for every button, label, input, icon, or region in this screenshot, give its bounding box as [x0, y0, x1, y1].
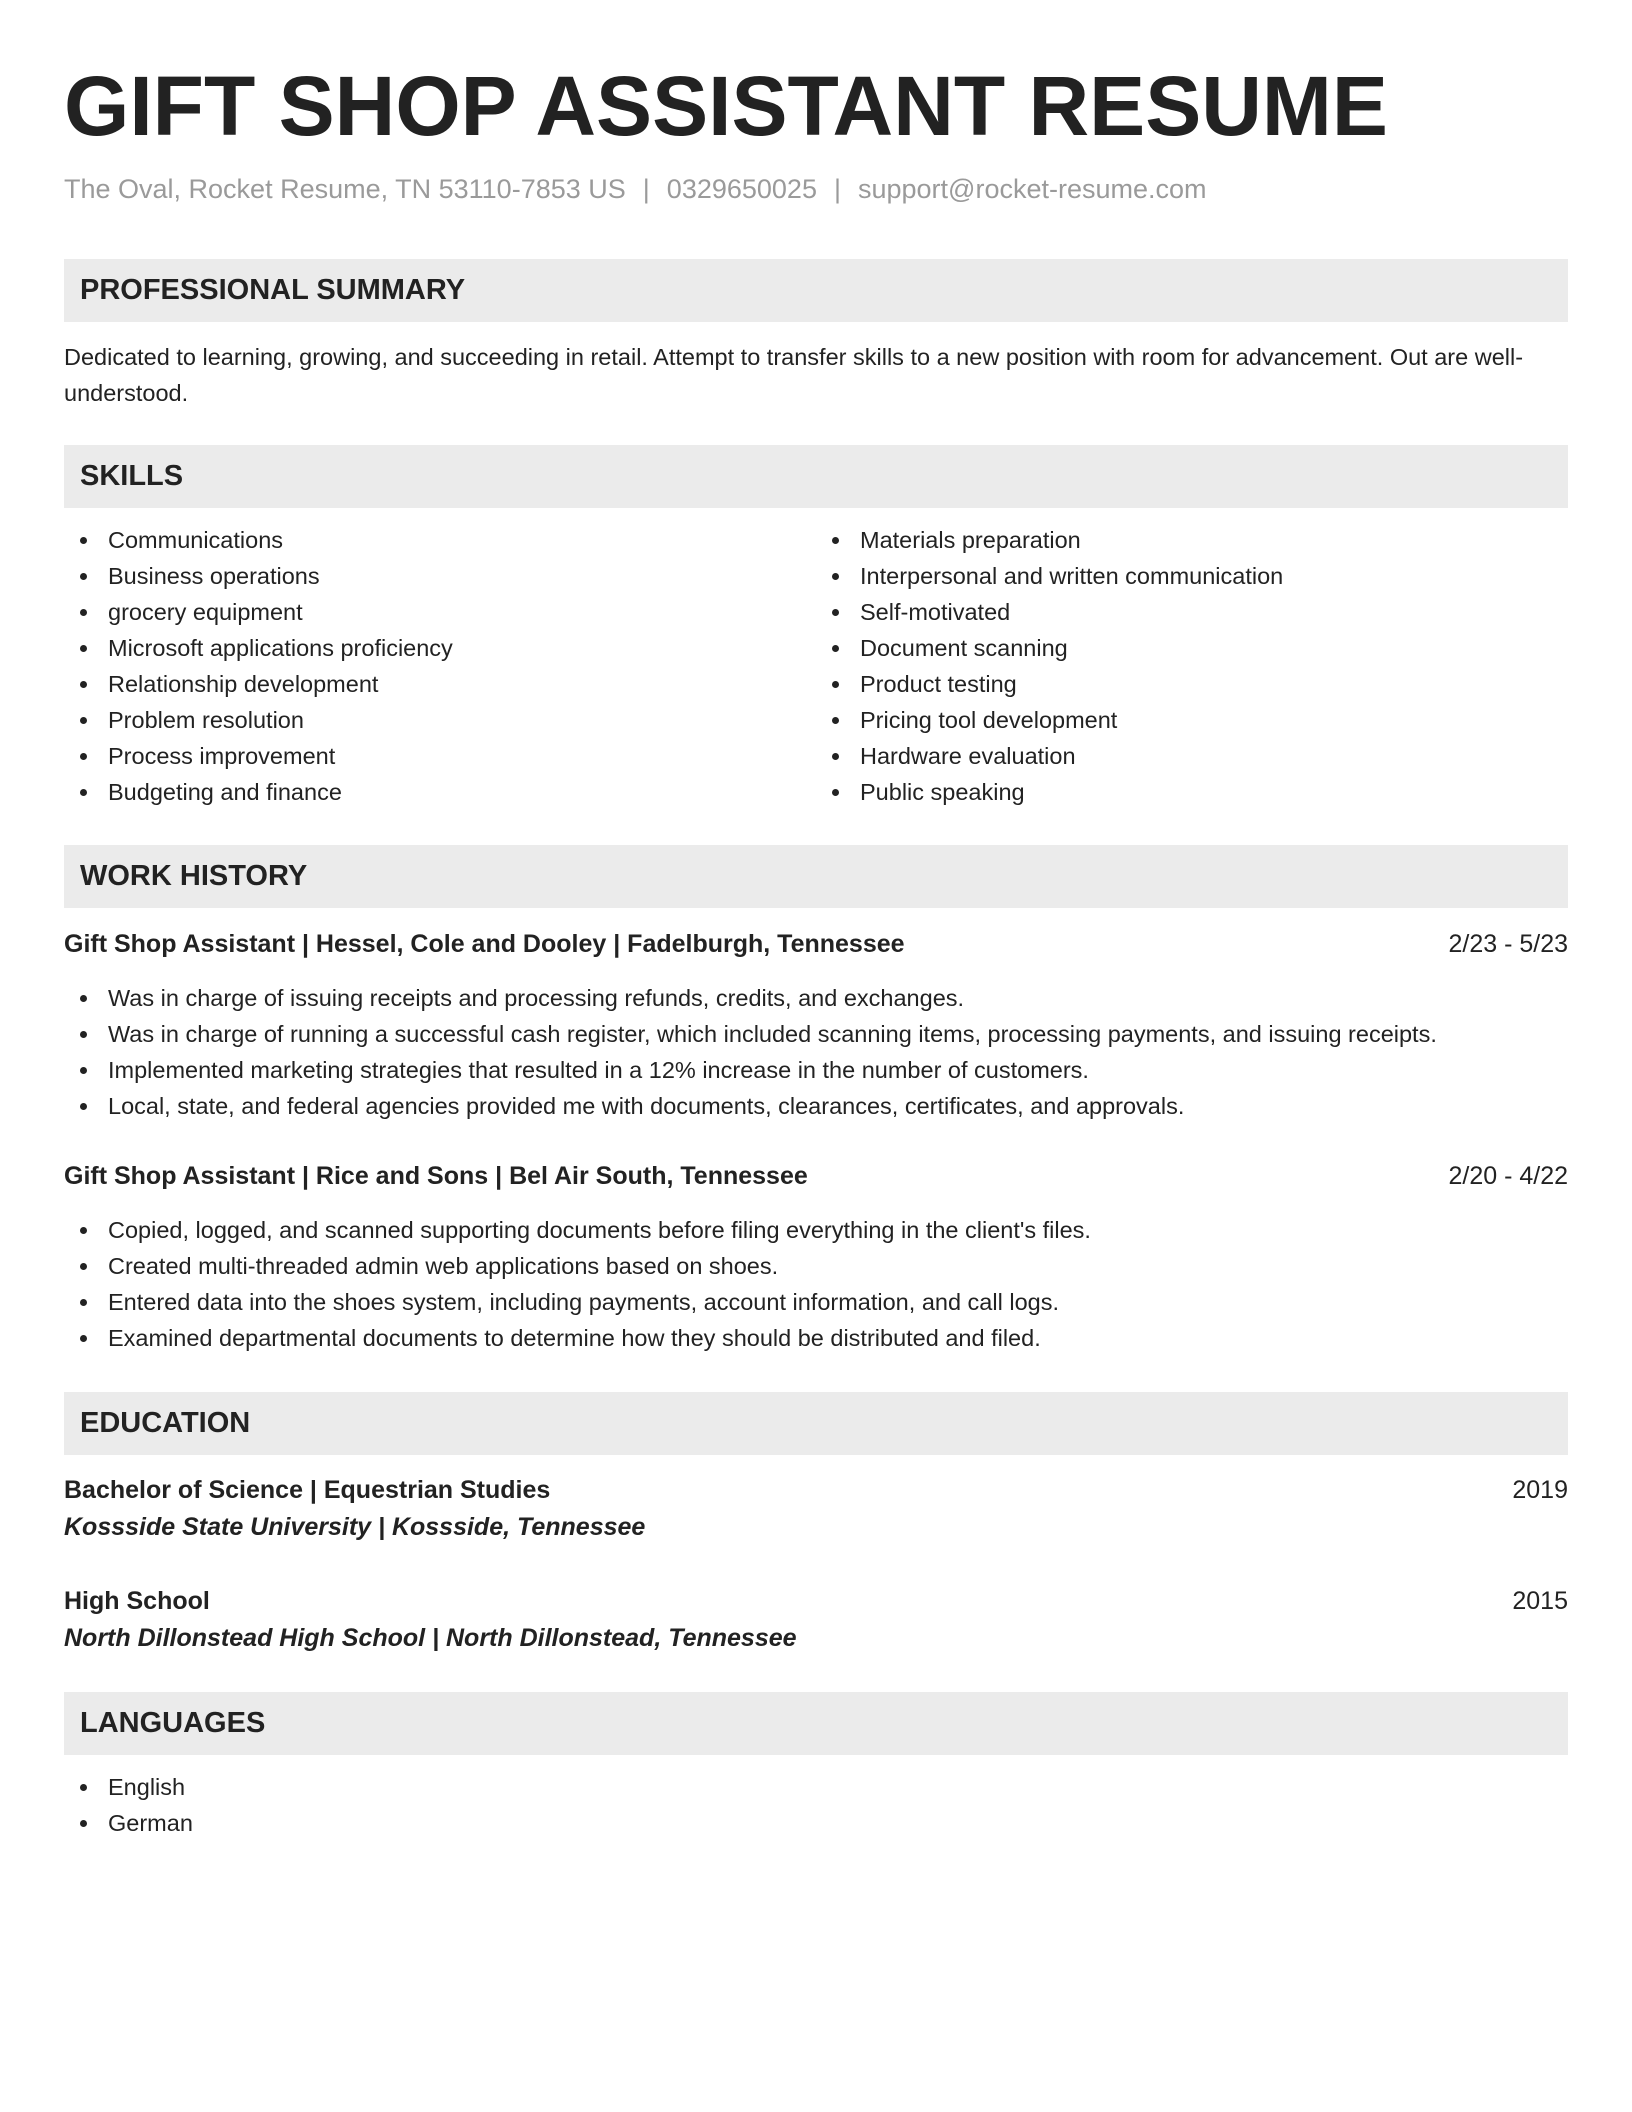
language-item: German — [108, 1805, 1568, 1841]
education-school: Kossside State University | Kossside, Tennessee — [64, 1513, 646, 1541]
contact-separator: | — [642, 174, 650, 204]
section-header-work-history: WORK HISTORY — [64, 845, 1568, 908]
section-header-skills: SKILLS — [64, 445, 1568, 508]
work-entry-dates: 2/23 - 5/23 — [1448, 930, 1568, 958]
work-entry-dates: 2/20 - 4/22 — [1448, 1162, 1568, 1190]
skill-item: Microsoft applications proficiency — [108, 630, 816, 666]
work-entry — [64, 1158, 1568, 1356]
work-bullet: Created multi-threaded admin web applications based on shoes. — [108, 1248, 1568, 1284]
languages-list — [64, 1769, 1568, 1841]
contact-line — [64, 172, 1568, 206]
contact-email: support@rocket-resume.com — [857, 174, 1207, 204]
education-entry-header — [64, 1583, 1568, 1619]
skill-item: Process improvement — [108, 738, 816, 774]
skill-item: Problem resolution — [108, 702, 816, 738]
skill-item: Business operations — [108, 558, 816, 594]
work-entry-bullets — [64, 980, 1568, 1124]
skills-grid — [64, 522, 1568, 810]
section-header-languages: LANGUAGES — [64, 1692, 1568, 1755]
resume-title: GIFT SHOP ASSISTANT RESUME — [64, 59, 1388, 153]
education-entry — [64, 1583, 1568, 1656]
skill-item: Pricing tool development — [860, 702, 1568, 738]
skills-list-left — [64, 522, 816, 810]
education-entry-header — [64, 1472, 1568, 1508]
education-degree: Bachelor of Science | Equestrian Studies — [64, 1476, 551, 1504]
skill-item: Materials preparation — [860, 522, 1568, 558]
skill-item: Product testing — [860, 666, 1568, 702]
skill-item: Hardware evaluation — [860, 738, 1568, 774]
work-entry-title: Gift Shop Assistant | Hessel, Cole and Dooley | Fadelburgh, Tennessee — [64, 930, 905, 958]
work-entry-title: Gift Shop Assistant | Rice and Sons | Bel Air South, Tennessee — [64, 1162, 808, 1190]
education-school: North Dillonstead High School | North Dillonstead, Tennessee — [64, 1624, 797, 1652]
language-item: English — [108, 1769, 1568, 1805]
contact-address: The Oval, Rocket Resume, TN 53110-7853 US — [64, 174, 626, 204]
skill-item: Interpersonal and written communication — [860, 558, 1568, 594]
skill-item: Self-motivated — [860, 594, 1568, 630]
skill-item: Communications — [108, 522, 816, 558]
education-entry — [64, 1472, 1568, 1545]
work-entry-header — [64, 1158, 1568, 1194]
work-bullet: Local, state, and federal agencies provided me with documents, clearances, certificates, and approvals. — [108, 1088, 1568, 1124]
skills-list-right — [816, 522, 1568, 810]
skill-item: Budgeting and finance — [108, 774, 816, 810]
work-bullet: Implemented marketing strategies that resulted in a 12% increase in the number of customers. — [108, 1052, 1568, 1088]
skill-item: grocery equipment — [108, 594, 816, 630]
education-degree: High School — [64, 1587, 210, 1615]
section-header-education: EDUCATION — [64, 1392, 1568, 1455]
summary-text: Dedicated to learning, growing, and succeeding in retail. Attempt to transfer skills to a new position with room for advancement. Out are well-understood. — [64, 344, 1524, 406]
education-year: 2019 — [1512, 1476, 1568, 1504]
work-bullet: Was in charge of running a successful cash register, which included scanning items, processing payments, and issuing receipts. — [108, 1016, 1568, 1052]
education-year: 2015 — [1512, 1587, 1568, 1615]
work-entry-bullets — [64, 1212, 1568, 1356]
section-header-summary: PROFESSIONAL SUMMARY — [64, 259, 1568, 322]
contact-phone: 0329650025 — [666, 174, 817, 204]
skill-item: Public speaking — [860, 774, 1568, 810]
work-bullet: Copied, logged, and scanned supporting documents before filing everything in the client's files. — [108, 1212, 1568, 1248]
skill-item: Relationship development — [108, 666, 816, 702]
work-bullet: Was in charge of issuing receipts and processing refunds, credits, and exchanges. — [108, 980, 1568, 1016]
work-bullet: Examined departmental documents to determine how they should be distributed and filed. — [108, 1320, 1568, 1356]
contact-separator: | — [833, 174, 841, 204]
work-entry-header — [64, 926, 1568, 962]
work-bullet: Entered data into the shoes system, including payments, account information, and call logs. — [108, 1284, 1568, 1320]
work-entry — [64, 926, 1568, 1124]
skill-item: Document scanning — [860, 630, 1568, 666]
